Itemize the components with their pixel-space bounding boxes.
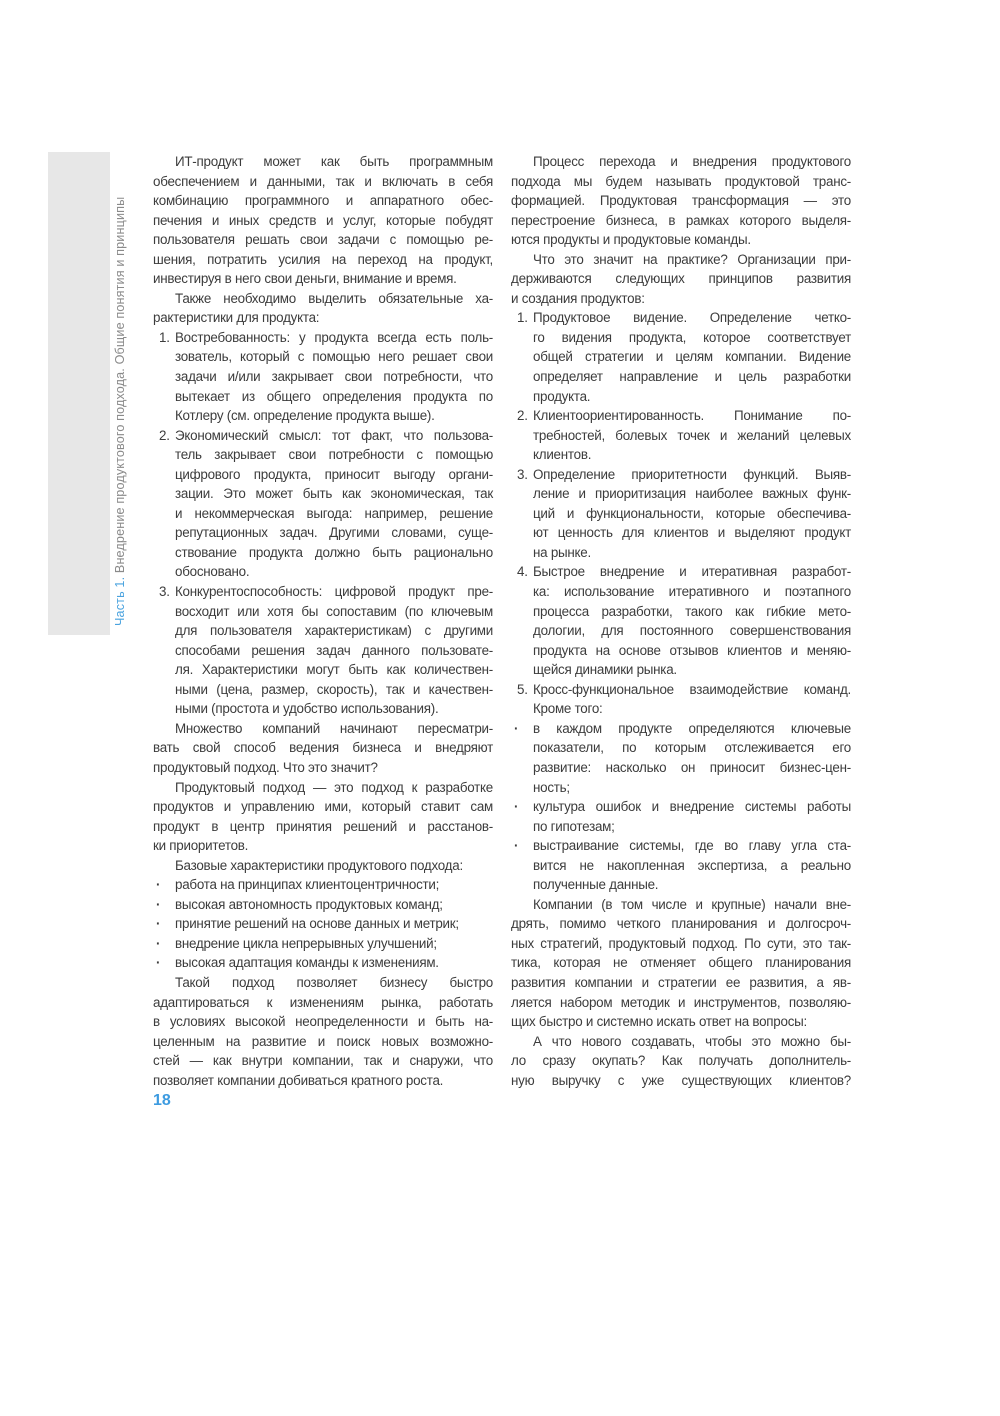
text-line: Определение приоритетности функций. Выяв- [533, 466, 851, 482]
running-head-background [48, 152, 110, 635]
text-line: ка: использование итеративного и поэтапного [533, 584, 851, 600]
text-line: ются продукты и продуктовые команды. [511, 232, 751, 248]
text-line: полученные данные. [533, 877, 659, 893]
text-line: вать свой способ ведения бизнеса и внедряют [153, 740, 493, 756]
text-line: работа на принципах клиентоцентричности; [175, 877, 440, 893]
text-line: стей — как внутри компании, так и снаружи, что [153, 1053, 493, 1069]
text-line: вытекает из общего определения продукта по [175, 388, 493, 404]
bullet-marker: · [156, 916, 161, 932]
text-line: Кросс-функциональное взаимодействие команд. [533, 681, 851, 697]
text-line: и некоммерческая выгода: например, решение [175, 505, 493, 521]
text-line: в условиях высокой неопределенности и быть на- [153, 1014, 493, 1030]
paragraph [511, 1032, 851, 1091]
text-line: Что это значит на практике? Организации при- [533, 251, 851, 267]
text-line: выстраивание системы, где во главу угла ста- [533, 838, 851, 854]
text-line: зователь, который с помощью него решает свои [175, 349, 493, 365]
text-line: для пользователя характеристикам) с другими [175, 623, 493, 639]
paragraph [153, 152, 493, 289]
numbered-list-item [511, 406, 851, 465]
text-line: ло сразу окупать? Как получать дополнитель- [511, 1053, 851, 1069]
paragraph [153, 778, 493, 856]
text-line: и создания продуктов: [511, 290, 645, 306]
text-line: Базовые характеристики продуктового подхода: [175, 857, 463, 873]
left-column [153, 152, 493, 1090]
list-number: 5. [517, 681, 528, 697]
text-line: ют ценность для клиентов и выделяют продукт [533, 525, 851, 541]
text-line: принятие решений на основе данных и метрик; [175, 916, 459, 932]
bullet-marker: · [156, 896, 161, 912]
text-line: дологии, для постоянного совершенствования [533, 623, 851, 639]
bullet-list-item [511, 836, 851, 895]
text-line: продуктовый подход. Что это значит? [153, 759, 378, 775]
text-line: щейся динамики рынка. [533, 662, 677, 678]
running-head [112, 146, 128, 626]
bullet-list-item [511, 797, 851, 836]
text-line: Множество компаний начинают пересматри- [175, 720, 493, 736]
numbered-list-item [511, 562, 851, 679]
text-line: продукта. [533, 388, 591, 404]
text-line: инвестируя в него свои деньги, внимание и время. [153, 271, 457, 287]
text-line: на рынке. [533, 544, 591, 560]
text-line: определяет направление и цель разработки [533, 369, 851, 385]
text-line: печения и иных средств и услуг, которые побудят [153, 212, 493, 228]
text-line: Процесс перехода и внедрения продуктового [533, 154, 851, 169]
paragraph [153, 856, 493, 876]
paragraph [511, 250, 851, 309]
text-line: Продуктовый подход — это подход к разработке [175, 779, 493, 795]
text-line: обосновано. [175, 564, 250, 580]
text-line: высокая адаптация команды к изменениям. [175, 955, 439, 971]
text-line: ля. Характеристики могут быть как количествен- [175, 662, 493, 678]
bullet-marker: · [514, 720, 519, 736]
text-line: го видения продукта, которое соответствует [533, 329, 851, 345]
text-line: ИТ-продукт может как быть программным [175, 154, 493, 169]
text-line: тика, которая не отменяет общего планирования [511, 955, 851, 971]
numbered-list-item [153, 328, 493, 426]
right-column [511, 152, 851, 1090]
text-line: общей стратегии и целям компании. Видение [533, 349, 851, 365]
text-line: Продуктовое видение. Определение четко- [533, 310, 851, 326]
text-line: требностей, болевых точек и желаний целевых [533, 427, 851, 443]
text-line: культура ошибок и внедрение системы работы [533, 799, 851, 815]
list-number: 3. [159, 584, 170, 600]
numbered-list-item [511, 465, 851, 563]
running-head-part: Часть 1. [113, 576, 127, 626]
bullet-list-item [153, 875, 493, 895]
text-line: развитие: насколько он приносит бизнес-цен- [533, 759, 851, 775]
text-line: процесса разработки, такого как гибкие мето- [533, 603, 851, 619]
text-line: клиентов. [533, 447, 592, 463]
bullet-list-item [153, 934, 493, 954]
list-number: 2. [159, 427, 170, 443]
text-line: дрять, помимо четкого планирования и долгосроч- [511, 916, 851, 932]
text-line: ляется набором методик и инструментов, позволяю- [511, 994, 851, 1010]
page-number: 18 [153, 1092, 171, 1109]
text-line: Клиентоориентированность. Понимание по- [533, 408, 851, 424]
list-number: 3. [517, 466, 528, 482]
text-line: продукта на основе отзывов клиентов и меняю- [533, 642, 851, 658]
text-line: репутационных задач. Другими словами, суще- [175, 525, 493, 541]
text-line: вится не накопленная экспертиза, а реально [533, 857, 851, 873]
text-line: способами решения задач данного пользовате- [175, 642, 493, 658]
text-line: тель закрывает свои потребности с помощью [175, 447, 493, 463]
list-number: 1. [517, 310, 528, 326]
bullet-list-item [153, 914, 493, 934]
text-line: в каждом продукте определяются ключевые [533, 720, 851, 736]
bullet-list-item [153, 895, 493, 915]
text-line: Такой подход позволяет бизнесу быстро [175, 974, 493, 990]
paragraph [153, 719, 493, 778]
text-line: развития компании и стратегии ее развития, а яв- [511, 974, 851, 990]
text-line: обеспечением и данными, так и включать в себя [153, 173, 493, 189]
text-line: ными (цена, размер, скорость), так и качествен- [175, 681, 493, 697]
text-line: цифрового продукта, приносит выгоду органи- [175, 466, 493, 482]
text-line: позволяет компании добиваться кратного роста. [153, 1072, 444, 1088]
numbered-list-item [511, 308, 851, 406]
bullet-marker: · [514, 838, 519, 854]
text-line: зации. Это может быть как экономическая, так [175, 486, 493, 502]
paragraph [511, 152, 851, 250]
text-line: высокая автономность продуктовых команд; [175, 896, 443, 912]
bullet-list-item [511, 719, 851, 797]
numbered-list-item [511, 680, 851, 719]
text-line: задачи и/или закрывает свои потребности, что [175, 369, 493, 385]
list-number: 2. [517, 408, 528, 424]
bullet-marker: · [156, 877, 161, 893]
text-line: держиваются следующих принципов развития [511, 271, 851, 287]
text-line: ствование продукта должно быть рационально [175, 544, 493, 560]
text-line: формацией. Продуктовая трансформация — это [511, 193, 851, 209]
bullet-marker: · [156, 935, 161, 951]
text-line: шения, потратить усилия на переход на продукт, [153, 251, 493, 267]
text-line: А что нового создавать, чтобы это можно бы- [533, 1033, 851, 1049]
text-line: ление и приоритизация наиболее важных функ- [533, 486, 851, 502]
text-line: внедрение цикла непрерывных улучшений; [175, 935, 437, 951]
text-line: ных стратегий, продуктовый подход. По сути, это так- [511, 935, 851, 951]
text-line: ность; [533, 779, 570, 795]
running-head-title: Внедрение продуктового подхода. Общие понятия и принципы [113, 196, 127, 574]
text-line: щих быстро и системно искать ответ на вопросы: [511, 1014, 807, 1030]
numbered-list-item [153, 426, 493, 582]
list-number: 4. [517, 564, 528, 580]
text-line: ными (простота и удобство использования). [175, 701, 439, 717]
text-line: восходит или хотя бы сопоставим (по ключевым [175, 603, 493, 619]
text-line: Конкурентоспособность: цифровой продукт пре- [175, 584, 493, 600]
text-line: рактеристики для продукта: [153, 310, 320, 326]
text-line: Кроме того: [533, 701, 603, 717]
text-line: продуктов и управлению ими, который ставит сам [153, 799, 493, 815]
text-line: подхода мы будем называть продуктовой транс- [511, 173, 851, 189]
text-line: ную выручку с уже существующих клиентов? [511, 1072, 851, 1088]
text-line: Востребованность: у продукта всегда есть поль- [175, 329, 493, 345]
text-line: Быстрое внедрение и итеративная разработ- [533, 564, 851, 580]
bullet-marker: · [514, 799, 519, 815]
list-number: 1. [159, 329, 170, 345]
text-line: Компании (в том числе и крупные) начали вне- [533, 896, 851, 912]
text-line: продукт в центр принятия решений и расстанов- [153, 818, 493, 834]
text-line: ций и функциональности, которые обеспечива- [533, 505, 851, 521]
text-line: Экономический смысл: тот факт, что пользова- [175, 427, 493, 443]
text-line: перестроение бизнеса, в рамках которого выделя- [511, 212, 851, 228]
text-line: Котлеру (см. определение продукта выше). [175, 408, 435, 424]
paragraph [153, 973, 493, 1090]
text-line: показатели, по которым отслеживается его [533, 740, 851, 756]
text-line: пользователя решать свои задачи с помощью ре- [153, 232, 493, 248]
paragraph [511, 895, 851, 1032]
paragraph [153, 289, 493, 328]
text-line: целенным на развитие и поиск новых возможно- [153, 1033, 493, 1049]
numbered-list-item [153, 582, 493, 719]
text-line: по гипотезам; [533, 818, 615, 834]
text-line: комбинацию программного и аппаратного обес- [153, 193, 493, 209]
text-line: адаптироваться к изменениям рынка, работать [153, 994, 493, 1010]
bullet-marker: · [156, 955, 161, 971]
bullet-list-item [153, 953, 493, 973]
text-line: ки приоритетов. [153, 838, 249, 854]
text-line: Также необходимо выделить обязательные ха- [175, 290, 493, 306]
